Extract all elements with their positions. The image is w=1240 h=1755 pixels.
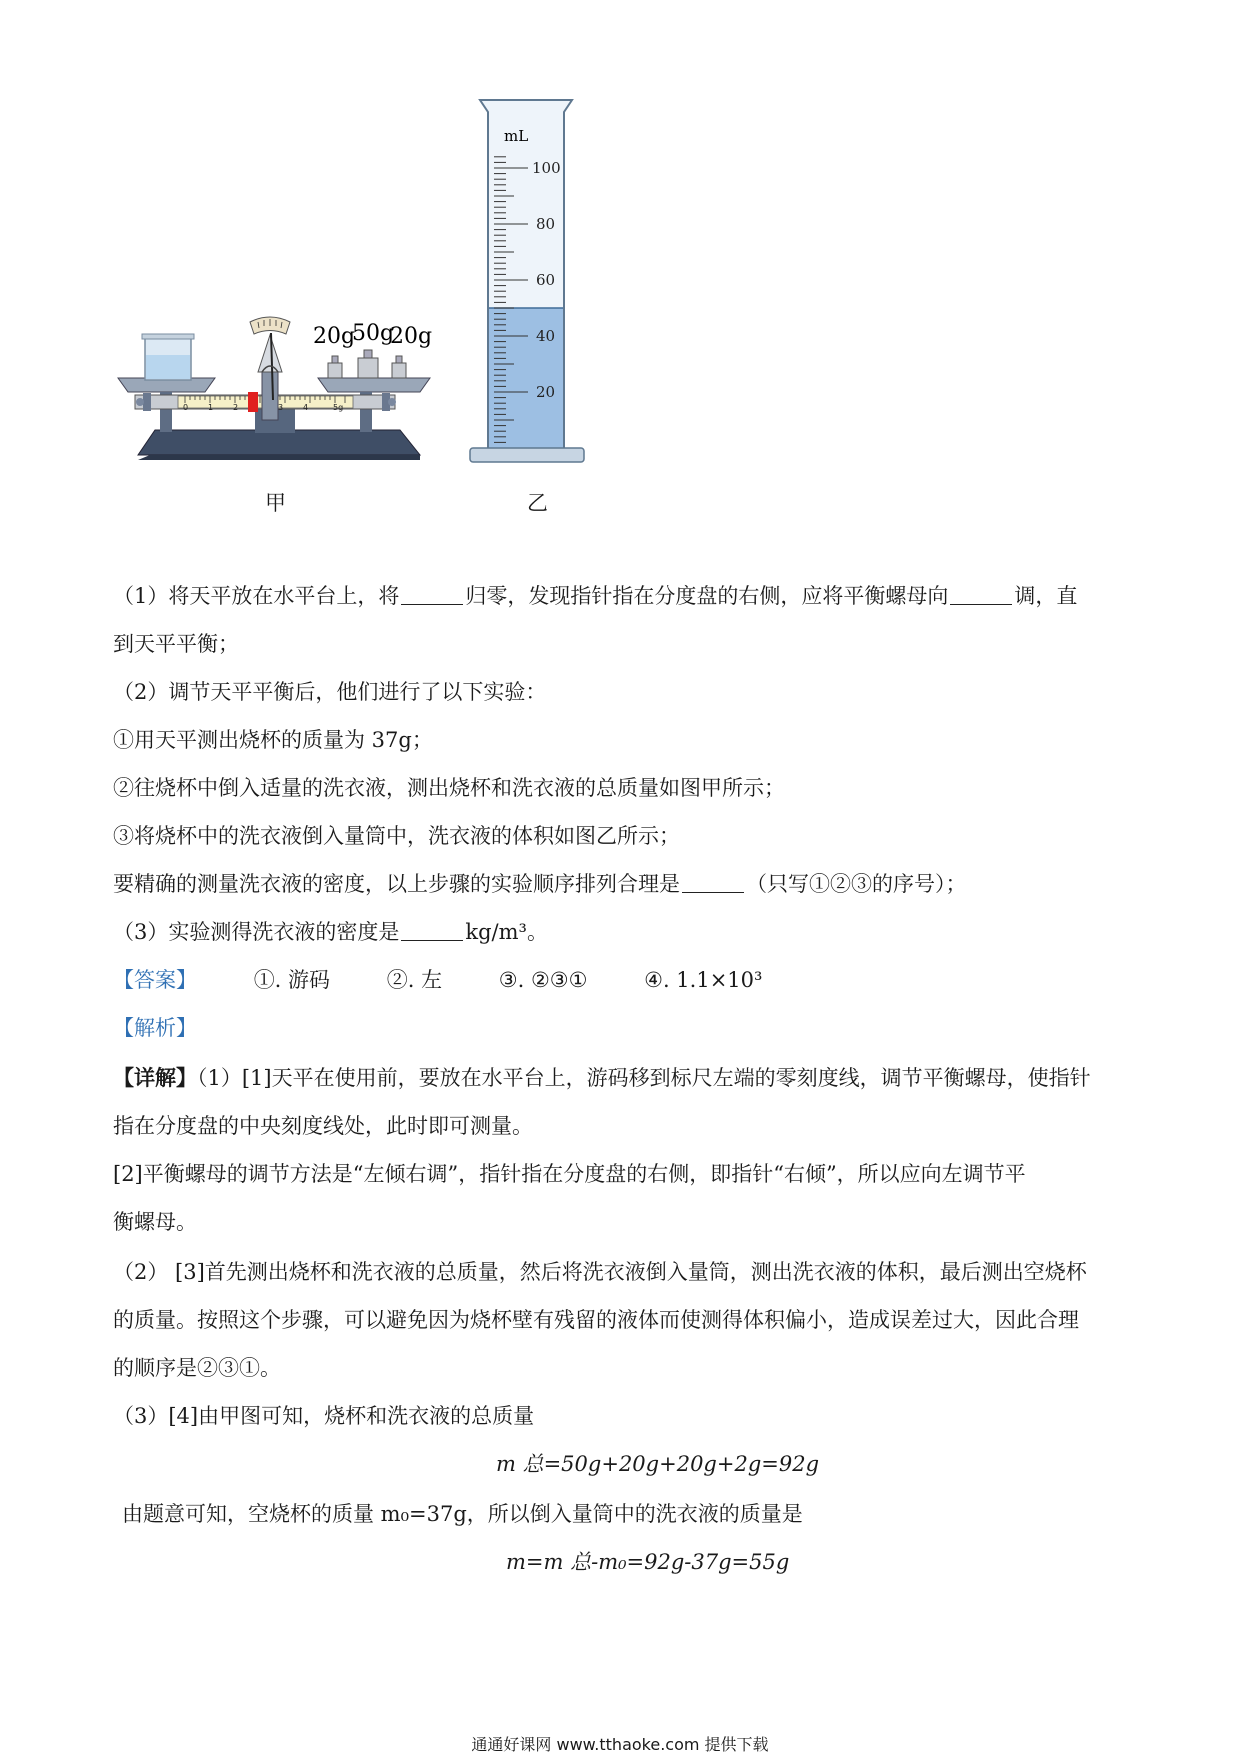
cylinder-tick-label: 40: [536, 327, 556, 345]
rider-marker: [248, 392, 258, 412]
detail-line: 由题意可知，空烧杯的质量 m₀=37g，所以倒入量筒中的洗衣液的质量是: [122, 1502, 803, 1526]
analysis-tag: 【解析】: [113, 1016, 197, 1040]
scale-tick-label: 3: [278, 403, 284, 412]
balance-diagram: [0, 0, 440, 480]
answer-item: ④. 1.1×10³: [644, 968, 763, 992]
answer-line: [113, 964, 812, 994]
scale-tick-label: 5g: [333, 403, 344, 412]
detail-line: 【详解】（1）[1]天平在使用前，要放在水平台上，游码移到标尺左端的零刻度线，调节平衡螺母，使指针: [113, 1065, 1091, 1090]
answer-item: ②. 左: [386, 968, 443, 992]
scale-tick-label: 2: [233, 403, 239, 412]
answer-blank: [682, 872, 744, 893]
detail-tag: 【详解】: [113, 1065, 197, 1090]
cylinder-tick-label: 80: [536, 215, 556, 233]
step-3: ③将烧杯中的洗衣液倒入量筒中，洗衣液的体积如图乙所示；: [113, 824, 680, 848]
step-2: ②往烧杯中倒入适量的洗衣液，测出烧杯和洗衣液的总质量如图甲所示；: [113, 776, 785, 800]
weight-label: 20g: [313, 324, 356, 349]
cylinder-tick-label: 60: [536, 271, 556, 289]
equation-total-mass: m 总=50g+20g+20g+2g=92g: [496, 1452, 820, 1476]
cylinder-unit: mL: [504, 127, 529, 145]
figure-label-jia: 甲: [265, 491, 286, 515]
graduated-cylinder: [460, 0, 620, 480]
detail-line: 的顺序是②③①。: [113, 1356, 281, 1380]
answer-item: ①. 游码: [253, 968, 331, 992]
detail-line: 指在分度盘的中央刻度线处，此时即可测量。: [113, 1114, 533, 1138]
equation-liquid-mass: m=m 总-m₀=92g-37g=55g: [506, 1550, 790, 1574]
step-1: ①用天平测出烧杯的质量为 37g；: [113, 728, 433, 752]
cylinder-tick-label: 100: [532, 159, 561, 177]
page-footer: 通通好课网 www.tthaoke.com 提供下载: [471, 1735, 769, 1754]
q1-line1: （1）将天平放在水平台上，将 归零，发现指针指在分度盘的右侧，应将平衡螺母向 调，直: [113, 584, 1078, 608]
detail-line: [2]平衡螺母的调节方法是“左倾右调”，指针指在分度盘的右侧，即指针“右倾”，所以应向左调节平: [113, 1162, 1026, 1186]
cylinder-tick-label: 20: [536, 383, 556, 401]
q1-line2: 到天平平衡；: [113, 632, 239, 656]
detail-line: 的质量。按照这个步骤，可以避免因为烧杯壁有残留的液体而使测得体积偏小，造成误差过大，因此合理: [113, 1308, 1079, 1332]
detail-line: （2） [3]首先测出烧杯和洗衣液的总质量，然后将洗衣液倒入量筒，测出洗衣液的体积，最后测出空烧杯: [113, 1260, 1087, 1284]
answer-blank: [950, 584, 1012, 605]
scale-tick-label: 1: [208, 403, 214, 412]
weight-label: 20g: [390, 324, 433, 349]
detail-line: 衡螺母。: [113, 1210, 197, 1234]
answer-blank: [401, 920, 463, 941]
scale-tick-label: 0: [183, 403, 189, 412]
answer-blank: [401, 584, 463, 605]
weight-label: 50g: [352, 321, 395, 346]
answer-tag: 【答案】: [113, 968, 197, 992]
detail-line: （3）[4]由甲图可知，烧杯和洗衣液的总质量: [113, 1404, 535, 1428]
answer-item: ③. ②③①: [498, 968, 588, 992]
q3-line: （3）实验测得洗衣液的密度是 kg/m³。: [113, 920, 548, 944]
q2-intro: （2）调节天平平衡后，他们进行了以下实验：: [113, 680, 547, 704]
q2-order: 要精确的测量洗衣液的密度，以上步骤的实验顺序排列合理是 （只写①②③的序号）；: [113, 872, 967, 896]
figure-area: [0, 0, 1240, 540]
scale-tick-label: 4: [303, 403, 309, 412]
figure-label-yi: 乙: [527, 491, 548, 515]
